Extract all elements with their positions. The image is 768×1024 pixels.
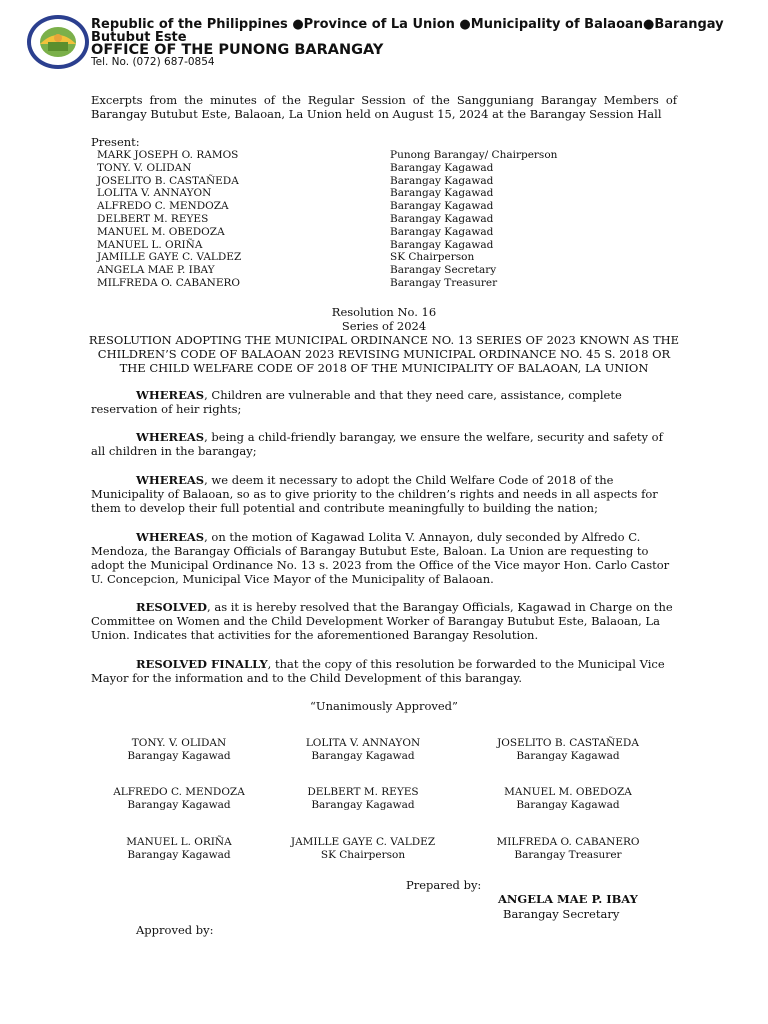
paragraph-lead: RESOLVED FINALLY xyxy=(136,657,268,671)
signatory-role: Barangay Kagawad xyxy=(127,750,231,762)
list-item xyxy=(97,187,597,200)
member-name: DELBERT M. REYES xyxy=(97,212,209,225)
paragraph-text: , being a child-friendly barangay, we ensure the welfare, security and safety of all children in the barangay; xyxy=(91,430,663,458)
signatory-name: JAMILLE GAYE C. VALDEZ xyxy=(290,836,436,848)
signatory-name: TONY. V. OLIDAN xyxy=(131,737,227,749)
member-name: MANUEL M. OBEDOZA xyxy=(97,225,225,238)
resolution-number: Resolution No. 16 xyxy=(331,305,437,319)
list-item xyxy=(97,239,597,252)
signatory-name: LOLITA V. ANNAYON xyxy=(305,737,421,749)
secretary-role: Barangay Secretary xyxy=(503,907,620,921)
list-item xyxy=(97,200,597,213)
list-item xyxy=(97,213,597,226)
paragraph-text: , Children are vulnerable and that they need care, assistance, complete reservation of heir rights; xyxy=(91,388,622,416)
signatory xyxy=(84,836,274,862)
member-name: ANGELA MAE P. IBAY xyxy=(97,264,215,277)
signatory-role: Barangay Kagawad xyxy=(311,799,415,811)
unanimous-approval: “Unanimously Approved” xyxy=(310,699,458,713)
signatory-role: Barangay Treasurer xyxy=(514,849,622,861)
paragraph-text: , that the copy of this resolution be forwarded to the Municipal Vice Mayor for the information and to the Child Development of this barangay. xyxy=(91,657,665,685)
signatory-name: MILFREDA O. CABANERO xyxy=(496,836,640,848)
member-role: Barangay Kagawad xyxy=(390,212,494,225)
present-label: Present: xyxy=(91,135,140,149)
list-item xyxy=(97,149,597,162)
signatory-name: ALFREDO C. MENDOZA xyxy=(113,786,245,798)
office-title: OFFICE OF THE PUNONG BARANGAY xyxy=(91,42,384,58)
member-role: Barangay Secretary xyxy=(390,264,497,277)
telephone-number: Tel. No. (072) 687-0854 xyxy=(91,56,215,68)
paragraph-lead: WHEREAS xyxy=(136,430,205,444)
list-item xyxy=(97,277,597,290)
list-item xyxy=(97,251,597,264)
signatory-name: MANUEL L. ORIÑA xyxy=(126,836,232,848)
paragraph-lead: WHEREAS xyxy=(136,388,205,402)
prepared-by-label: Prepared by: xyxy=(406,878,482,892)
paragraph-text: , on the motion of Kagawad Lolita V. Annayon, duly seconded by Alfredo C. Mendoza, the Barangay Officials of Barangay Butubut Este, Baloan. La Union are requesting to adopt the Municipal Ordinance No. 13 s. 2023 from the Office of the Vice mayor Hon. Carlo Castor U. Concepcion, Municipal Vice Mayor of the Municipality of Balaoan. xyxy=(91,530,670,586)
signatory-role: SK Chairperson xyxy=(320,849,406,861)
member-name: LOLITA V. ANNAYON xyxy=(97,187,212,200)
barangay-seal-logo xyxy=(26,14,90,70)
member-role: Punong Barangay/ Chairperson xyxy=(390,149,558,161)
signatory-role: Barangay Kagawad xyxy=(516,750,620,762)
header-barangay-name: Butubut Este xyxy=(91,30,187,45)
signatory xyxy=(473,836,663,862)
signatory xyxy=(268,737,458,763)
member-name: JOSELITO B. CASTAÑEDA xyxy=(97,174,239,187)
member-role: Barangay Treasurer xyxy=(390,276,498,289)
member-role: Barangay Kagawad xyxy=(390,225,494,238)
whereas-paragraph-2 xyxy=(91,430,677,458)
paragraph-lead: RESOLVED xyxy=(136,600,208,614)
resolved-finally-paragraph xyxy=(91,657,677,685)
paragraph-lead: WHEREAS xyxy=(136,530,205,544)
member-name: MANUEL L. ORIÑA xyxy=(97,238,203,251)
approved-by-label: Approved by: xyxy=(136,923,214,937)
list-item xyxy=(97,226,597,239)
attendance-list xyxy=(97,149,597,290)
signatory xyxy=(268,836,458,862)
paragraph-text: , as it is hereby resolved that the Barangay Officials, Kagawad in Charge on the Committee on Women and the Child Development Worker of Barangay Butubut Este, Balaoan, La Union. Indicates that activities for the aforementioned Barangay Resolution. xyxy=(91,600,673,642)
member-role: Barangay Kagawad xyxy=(390,187,494,200)
signatory xyxy=(84,786,274,812)
member-role: SK Chairperson xyxy=(390,251,475,264)
signatory xyxy=(268,786,458,812)
member-name: JAMILLE GAYE C. VALDEZ xyxy=(97,251,242,264)
resolution-heading xyxy=(86,305,682,375)
member-role: Barangay Kagawad xyxy=(390,161,494,174)
signatory-role: Barangay Kagawad xyxy=(516,799,620,811)
member-role: Barangay Kagawad xyxy=(390,238,494,251)
member-name: MILFREDA O. CABANERO xyxy=(97,276,241,289)
resolution-title: RESOLUTION ADOPTING THE MUNICIPAL ORDINANCE NO. 13 SERIES OF 2023 KNOWN AS THE CHILDREN’S CODE OF BALAOAN 2023 REVISING MUNICIPAL ORDINANCE NO. 45 S. 2018 OR THE CHILD WELFARE CODE OF 2018 OF THE MUNICIPALITY OF BALAOAN, LA UNION xyxy=(88,333,680,375)
paragraph-text: , we deem it necessary to adopt the Child Welfare Code of 2018 of the Municipality of Balaoan, so as to give priority to the children’s rights and needs in all aspects for them to develop their full potential and contribute meaningfully to building the nation; xyxy=(91,473,658,515)
signatory-name: MANUEL M. OBEDOZA xyxy=(504,786,632,798)
member-name: MARK JOSEPH O. RAMOS xyxy=(97,149,239,161)
minutes-excerpt: Excerpts from the minutes of the Regular Session of the Sangguniang Barangay Members of Barangay Butubut Este, Balaoan, La Union held on August 15, 2024 at the Barangay Session Hall xyxy=(91,93,677,121)
signatory xyxy=(473,786,663,812)
signatory-name: JOSELITO B. CASTAÑEDA xyxy=(497,737,639,749)
signatory-role: Barangay Kagawad xyxy=(127,799,231,811)
resolved-paragraph xyxy=(91,600,677,642)
member-role: Barangay Kagawad xyxy=(390,174,494,187)
whereas-paragraph-3 xyxy=(91,473,677,515)
whereas-paragraph-1 xyxy=(91,388,677,416)
member-role: Barangay Kagawad xyxy=(390,200,494,213)
paragraph-lead: WHEREAS xyxy=(136,473,205,487)
secretary-name: ANGELA MAE P. IBAY xyxy=(498,892,638,906)
header-government-line: Republic of the Philippines ●Province of La Union ●Municipality of Balaoan●Barangay xyxy=(91,17,724,32)
list-item xyxy=(97,162,597,175)
signatory xyxy=(473,737,663,763)
signatory-role: Barangay Kagawad xyxy=(311,750,415,762)
list-item xyxy=(97,175,597,188)
signatory-name: DELBERT M. REYES xyxy=(307,786,419,798)
list-item xyxy=(97,264,597,277)
whereas-paragraph-4 xyxy=(91,530,677,586)
signatory-role: Barangay Kagawad xyxy=(127,849,231,861)
resolution-series: Series of 2024 xyxy=(341,319,427,333)
member-name: ALFREDO C. MENDOZA xyxy=(97,200,229,213)
member-name: TONY. V. OLIDAN xyxy=(97,161,192,174)
signatory xyxy=(84,737,274,763)
